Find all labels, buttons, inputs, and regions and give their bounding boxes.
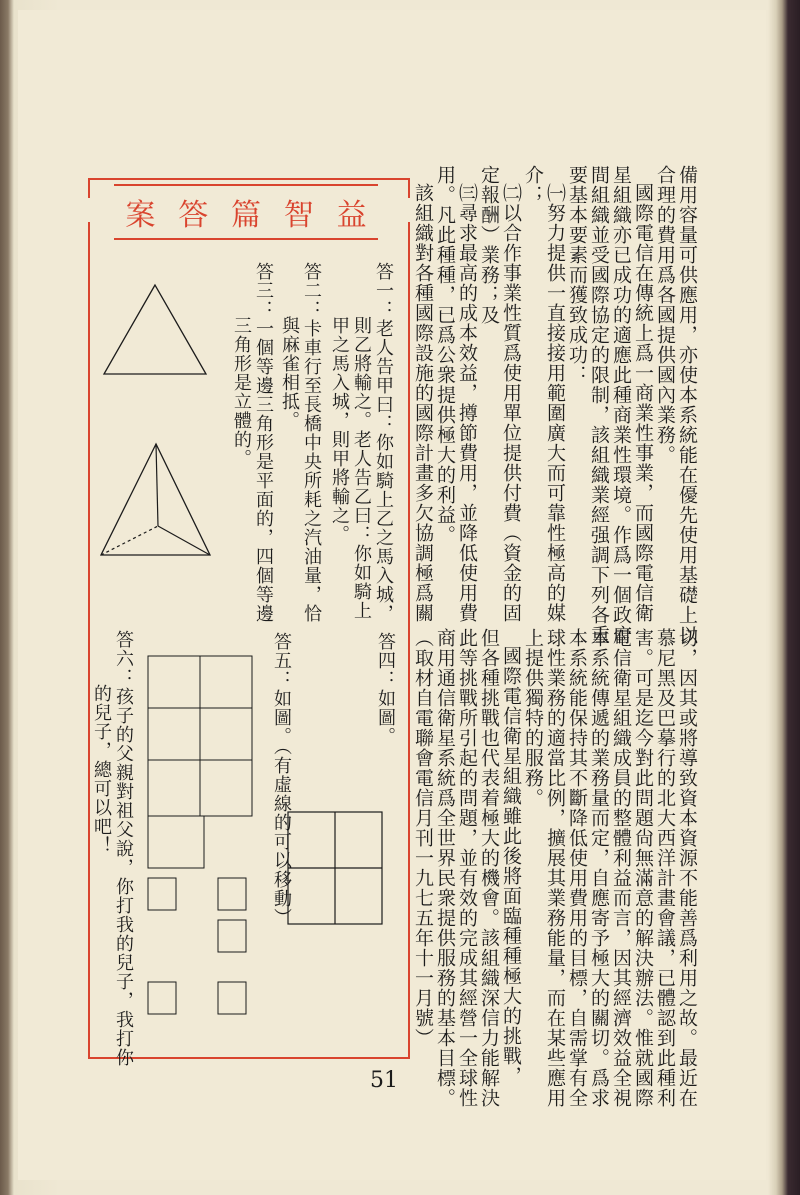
title-char: 益 bbox=[336, 198, 367, 233]
answer-5: 答五：如圖。（有虛線的可以移動） bbox=[271, 632, 292, 927]
tetrahedron-figure bbox=[98, 440, 214, 558]
answer-4: 答四：如圖。 bbox=[375, 632, 396, 746]
text-column: 電信衛星組織成員的整體利益而言，因其經濟效益全視 bbox=[610, 628, 632, 1108]
text-column: 國際電信在傳統上爲一商業性事業，而國際電信衛 bbox=[632, 183, 654, 623]
text-column: 球性業務的適當比例，擴展其業務能量，而在某些應用 bbox=[544, 628, 566, 1108]
text-column: 上提供獨特的服務。 bbox=[522, 628, 544, 808]
frame-gap bbox=[86, 198, 116, 222]
text-column: 慕尼黑及巴摹行的北大西洋計畫會議，已體認到此種利 bbox=[654, 628, 676, 1108]
book-edge bbox=[768, 0, 800, 1195]
answer-1-cont: 則乙將輸之。老人告乙曰：你如騎上 bbox=[351, 316, 372, 620]
title-char: 智 bbox=[283, 198, 314, 233]
answer-5-grid-figure bbox=[140, 652, 260, 1032]
frame-gap bbox=[376, 198, 410, 222]
text-column: 定報酬）業務；及 bbox=[478, 165, 500, 325]
answer-1: 答一：老人告甲曰：你如騎上乙之馬入城， bbox=[373, 262, 394, 623]
text-column: 用。凡此種種，已爲公衆提供極大的利益。 bbox=[434, 165, 456, 545]
text-column: 備用容量可供應用，亦使本系統能在優先使用基礎上以 bbox=[676, 165, 698, 645]
text-column: 此等挑戰所引起的問題，並有效的完成其經營一全球性 bbox=[456, 628, 478, 1108]
text-column: 害。可是迄今對此問題尙無滿意的解決辦法。惟就國際 bbox=[632, 628, 654, 1108]
text-column: 介； bbox=[522, 165, 544, 205]
text-column: ㈡以合作事業性質爲使用單位提供付費（資金的固 bbox=[500, 183, 522, 623]
text-column: 本系統能保持其不斷降低使用費用的目標，自需掌有全 bbox=[566, 628, 588, 1108]
answer-1-cont: 甲之馬入城，則甲將輸之。 bbox=[329, 316, 350, 544]
text-column: 要基本要素而獲致成功： bbox=[566, 165, 588, 385]
text-column: 商用通信衛星系統爲全世界民衆提供服務的基本目標。 bbox=[434, 628, 456, 1108]
answer-3-cont: 三角形是立體的。 bbox=[231, 316, 252, 468]
text-column: 該組織對各種國際設施的國際計畫多欠協調極爲關 bbox=[412, 183, 434, 623]
answer-4-square-figure bbox=[286, 810, 384, 926]
text-column: 切，因其或將導致資本資源不能善爲利用之故。最近在 bbox=[676, 628, 698, 1108]
answer-2: 答二：卡車行至長橋中央所耗之汽油量，恰 bbox=[301, 262, 322, 623]
text-column: ㈢尋求最高的成本效益，撙節費用，並降低使用費 bbox=[456, 183, 478, 623]
answer-6-cont: 的兒子，總可以吧！ bbox=[91, 684, 112, 855]
flat-triangle-figure bbox=[100, 282, 210, 377]
title-char: 答 bbox=[178, 198, 209, 233]
text-column: ㈠努力提供一直接接用範圍廣大而可靠性極高的媒 bbox=[544, 183, 566, 623]
title-char: 案 bbox=[125, 198, 156, 233]
text-column: 合理的費用爲各國提供國內業務。 bbox=[654, 165, 676, 465]
text-column: （取材自電聯會電信月刊一九七五年十一月號） bbox=[412, 628, 434, 1048]
answer-3: 答三：一個等邊三角形是平面的，四個等邊 bbox=[253, 262, 274, 623]
text-column: 間組織並受國際協定的限制，該組織業經强調下列各重 bbox=[588, 165, 610, 645]
text-column: 但各種挑戰也代表着極大的機會。該組織深信力能解決 bbox=[478, 628, 500, 1108]
text-column: 國際電信衛星組織雖此後將面臨種種極大的挑戰， bbox=[500, 646, 522, 1086]
answer-2-cont: 與麻雀相抵。 bbox=[279, 316, 300, 430]
answer-6: 答六：孩子的父親對祖父說，你打我的兒子，我打你 bbox=[113, 630, 134, 1067]
text-column: 本系統傳遞的業務量而定，自應寄予極大的關切。爲求 bbox=[588, 628, 610, 1108]
text-column: 星組織亦已成功的適應此種商業性環境。作爲一個政府 bbox=[610, 165, 632, 645]
title-char: 篇 bbox=[230, 198, 261, 233]
answer-box-title bbox=[114, 184, 378, 240]
page-number: 51 bbox=[370, 1068, 398, 1093]
